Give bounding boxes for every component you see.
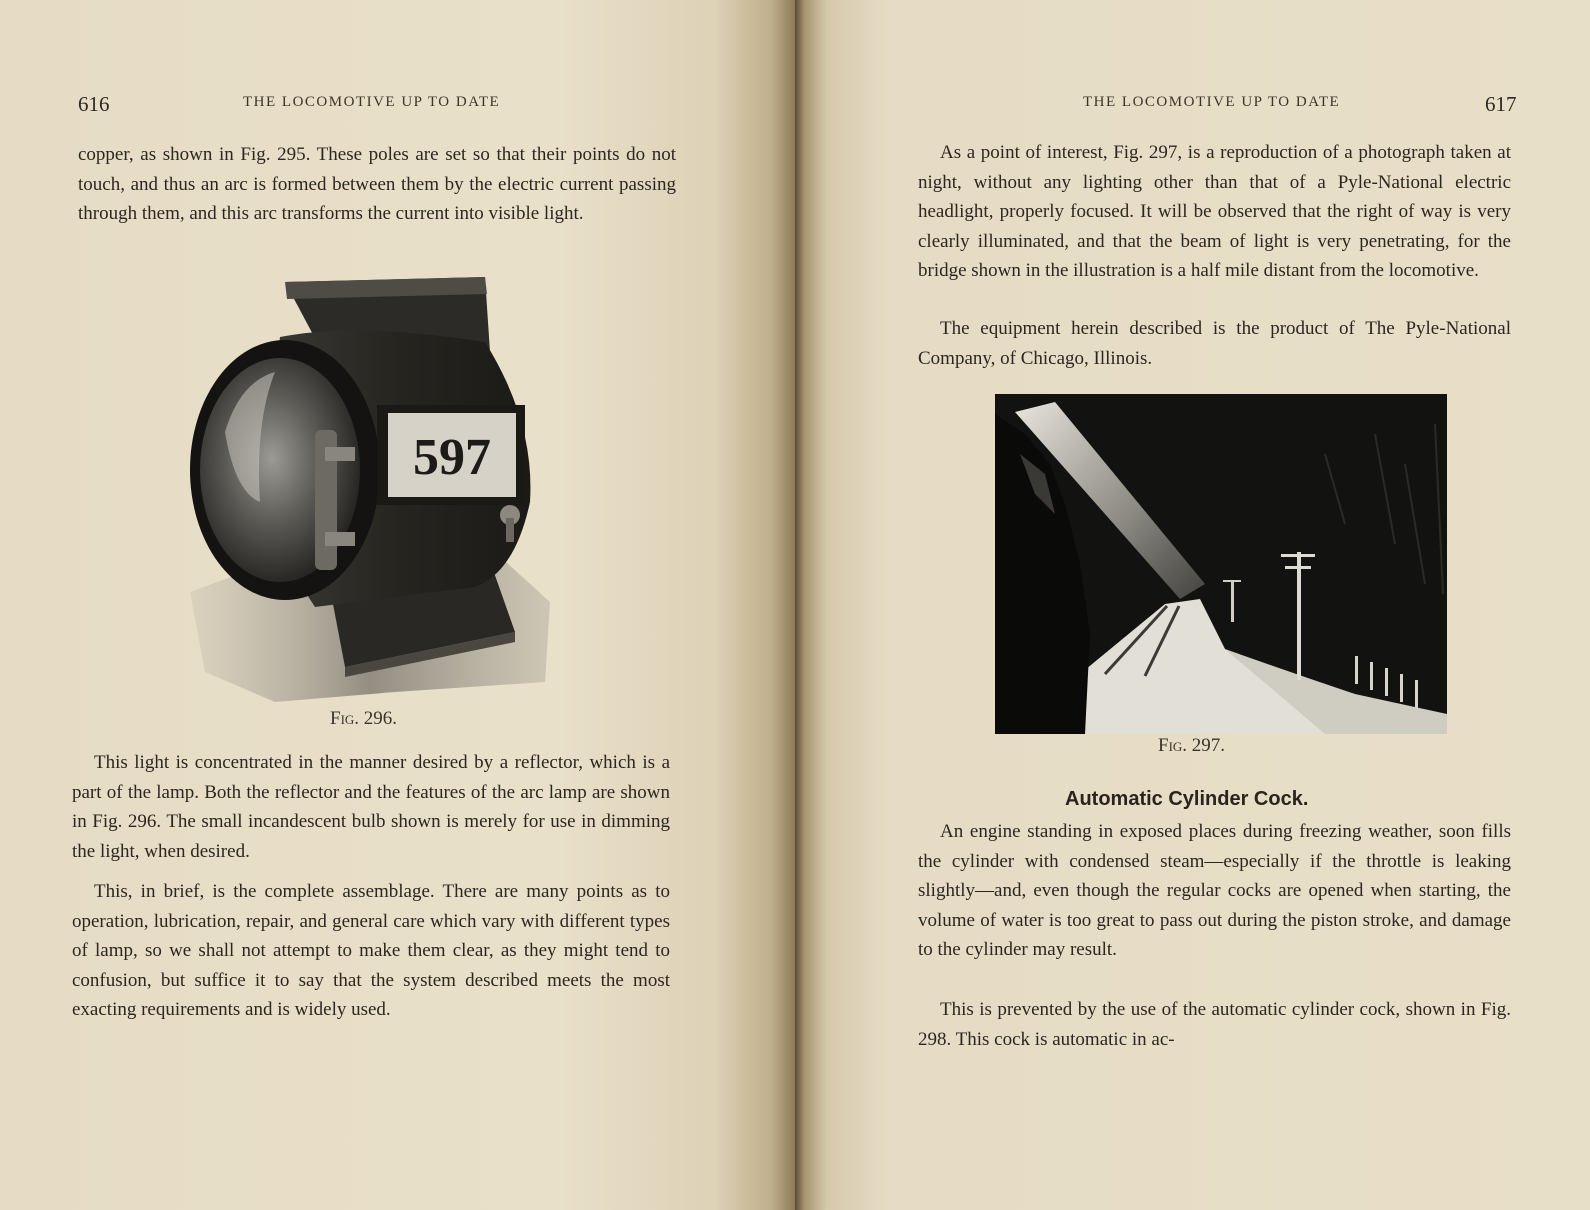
- paragraph: [918, 995, 1511, 1054]
- page-number: 616: [78, 92, 110, 116]
- fence-post: [1400, 674, 1403, 702]
- night-photograph: [995, 394, 1447, 734]
- right-page: [795, 0, 1590, 1210]
- figure-caption: Fig. 296.: [330, 708, 398, 729]
- paragraph: [72, 748, 670, 866]
- running-head: THE LOCOMOTIVE UP TO DATE: [243, 94, 501, 110]
- telegraph-pole: [1297, 552, 1301, 680]
- section-heading: Automatic Cylinder Cock.: [1065, 788, 1309, 810]
- fence-post: [1355, 656, 1358, 684]
- telegraph-crossarm: [1285, 566, 1311, 569]
- paragraph-text: The equipment herein described is the product of The Pyle-National Company, of Chicago, Illinois.: [918, 318, 1511, 369]
- lamp-hinge: [325, 447, 355, 461]
- lamp-knob-stem: [506, 518, 514, 542]
- telegraph-pole: [1231, 580, 1234, 622]
- paragraph: [918, 817, 1511, 965]
- figure-caption: Fig. 297.: [1158, 735, 1226, 756]
- telegraph-crossarm: [1281, 554, 1315, 557]
- fence-post: [1415, 680, 1418, 708]
- paragraph-text: This is prevented by the use of the automatic cylinder cock, shown in Fig. 298. This cock is automatic in ac-: [918, 999, 1511, 1050]
- paragraph-text: copper, as shown in Fig. 295. These poles are set so that their points do not touch, and thus an arc is formed between them by the electric current passing through them, and this arc transforms the current into visible light.: [78, 144, 676, 224]
- paragraph-text: This, in brief, is the complete assemblage. There are many points as to operation, lubrication, repair, and general care which vary with different types of lamp, so we shall not attempt to make them clear, as they might tend to confusion, but suffice it to say that the system described meets the most exacting requirements and is widely used.: [72, 881, 670, 1020]
- fence-post: [1385, 668, 1388, 696]
- paragraph: [918, 314, 1511, 373]
- fence-post: [1370, 662, 1373, 690]
- running-head: THE LOCOMOTIVE UP TO DATE: [1083, 94, 1341, 110]
- paragraph-text: This light is concentrated in the manner desired by a reflector, which is a part of the lamp. Both the reflector and the features of the arc lamp are shown in Fig. 296. The small incandescent bulb shown is merely for use in dimming the light, when desired.: [72, 752, 670, 862]
- paragraph-text: As a point of interest, Fig. 297, is a reproduction of a photograph taken at night, without any lighting other than that of a Pyle-National electric headlight, properly focused. It will be observed that the right of way is very clearly illuminated, and that the beam of light is very penetrating, for the bridge shown in the illustration is a half mile distant from the locomotive.: [918, 142, 1511, 281]
- lamp-hinge: [325, 532, 355, 546]
- paragraph: [72, 877, 670, 1025]
- paragraph: [918, 138, 1511, 286]
- page-number: 617: [1485, 92, 1517, 116]
- telegraph-crossarm: [1223, 580, 1241, 582]
- paragraph-text: An engine standing in exposed places during freezing weather, soon fills the cylinder with condensed steam—especially if the throttle is leaking slightly—and, even though the regular cocks are opened when starting, the volume of water is too great to pass out during the piston stroke, and damage to the cylinder may result.: [918, 821, 1511, 960]
- paragraph: [78, 140, 676, 229]
- number-plate-text: 597: [413, 429, 491, 486]
- headlight-figure: [185, 272, 565, 712]
